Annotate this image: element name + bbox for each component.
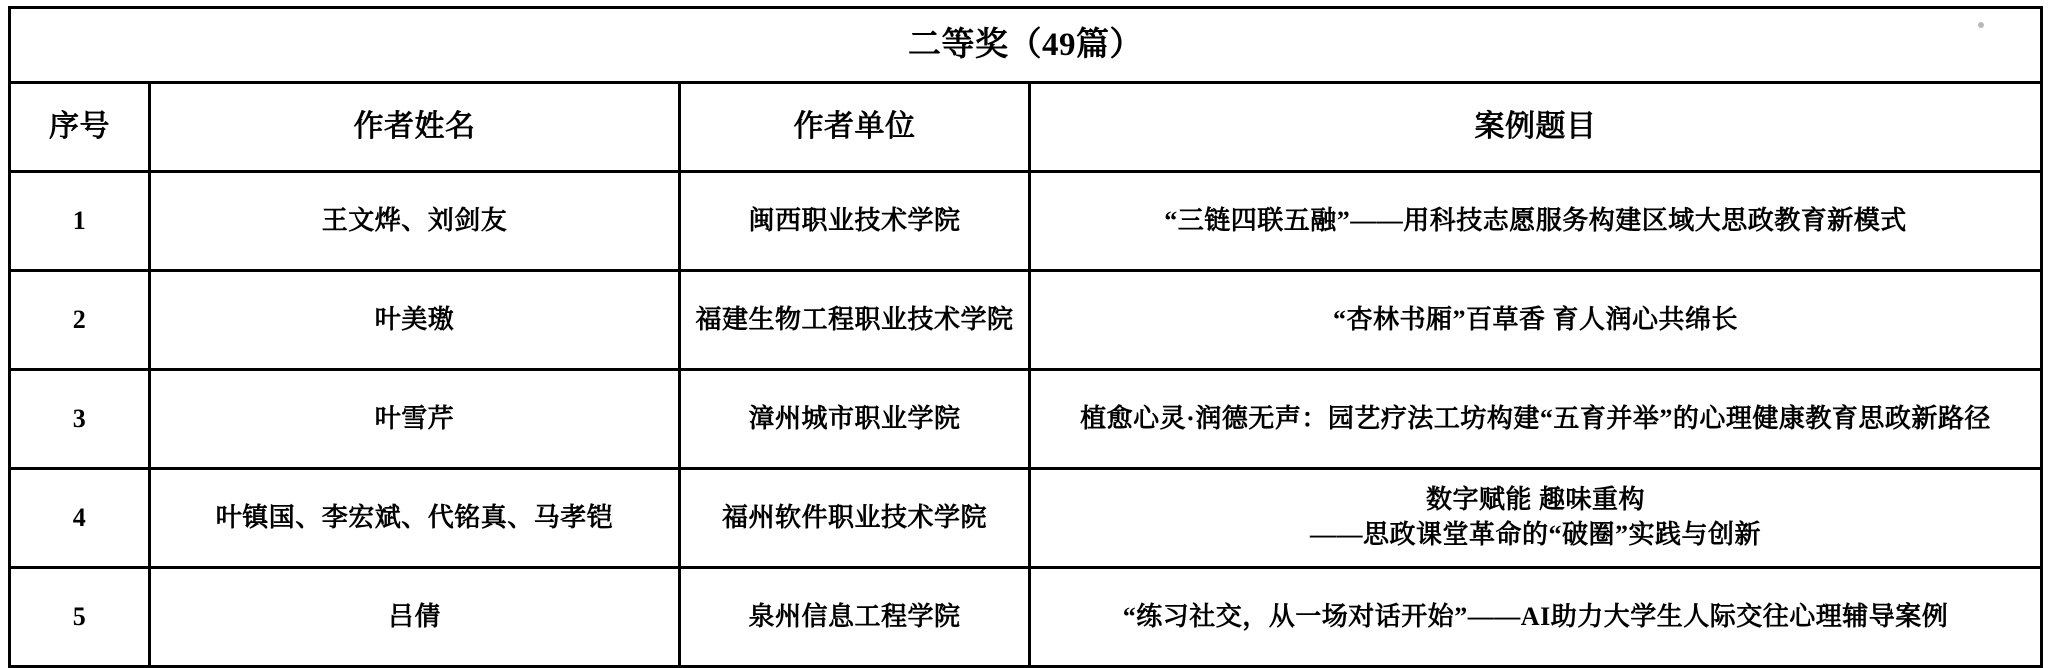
column-header-author-name: 作者姓名 (150, 83, 680, 172)
table-title: 二等奖（49篇） (10, 8, 2042, 83)
row-author-name: 王文烨、刘剑友 (150, 172, 680, 271)
table-row (10, 172, 2042, 271)
row-author-unit: 漳州城市职业学院 (680, 370, 1030, 469)
row-author-name: 叶雪芹 (150, 370, 680, 469)
row-author-name: 叶美璈 (150, 271, 680, 370)
row-author-name: 吕倩 (150, 568, 680, 667)
row-case-title: “杏林书厢”百草香 育人润心共绵长 (1030, 271, 2042, 370)
row-case-title (1030, 469, 2042, 568)
row-seq: 5 (10, 568, 150, 667)
award-list-table (8, 6, 2043, 668)
row-seq: 1 (10, 172, 150, 271)
row-case-title: 植愈心灵·润德无声：园艺疗法工坊构建“五育并举”的心理健康教育思政新路径 (1030, 370, 2042, 469)
row-author-name: 叶镇国、李宏斌、代铭真、马孝铠 (150, 469, 680, 568)
row-author-unit: 泉州信息工程学院 (680, 568, 1030, 667)
row-author-unit: 福建生物工程职业技术学院 (680, 271, 1030, 370)
table-header-row (10, 83, 2042, 172)
row-author-unit: 福州软件职业技术学院 (680, 469, 1030, 568)
row-case-title: “练习社交，从一场对话开始”——AI助力大学生人际交往心理辅导案例 (1030, 568, 2042, 667)
row-author-unit: 闽西职业技术学院 (680, 172, 1030, 271)
column-header-seq: 序号 (10, 83, 150, 172)
table-row (10, 568, 2042, 667)
row-case-title-line1: 数字赋能 趣味重构 (1425, 485, 1645, 515)
table-row (10, 469, 2042, 568)
table-row (10, 271, 2042, 370)
table-row (10, 370, 2042, 469)
row-case-title: “三链四联五融”——用科技志愿服务构建区域大思政教育新模式 (1030, 172, 2042, 271)
row-case-title-line2: ——思政课堂革命的“破圈”实践与创新 (1309, 520, 1761, 549)
row-seq: 4 (10, 469, 150, 568)
column-header-author-unit: 作者单位 (680, 83, 1030, 172)
row-seq: 2 (10, 271, 150, 370)
table-title-row (10, 8, 2042, 83)
row-seq: 3 (10, 370, 150, 469)
column-header-case-title: 案例题目 (1030, 83, 2042, 172)
